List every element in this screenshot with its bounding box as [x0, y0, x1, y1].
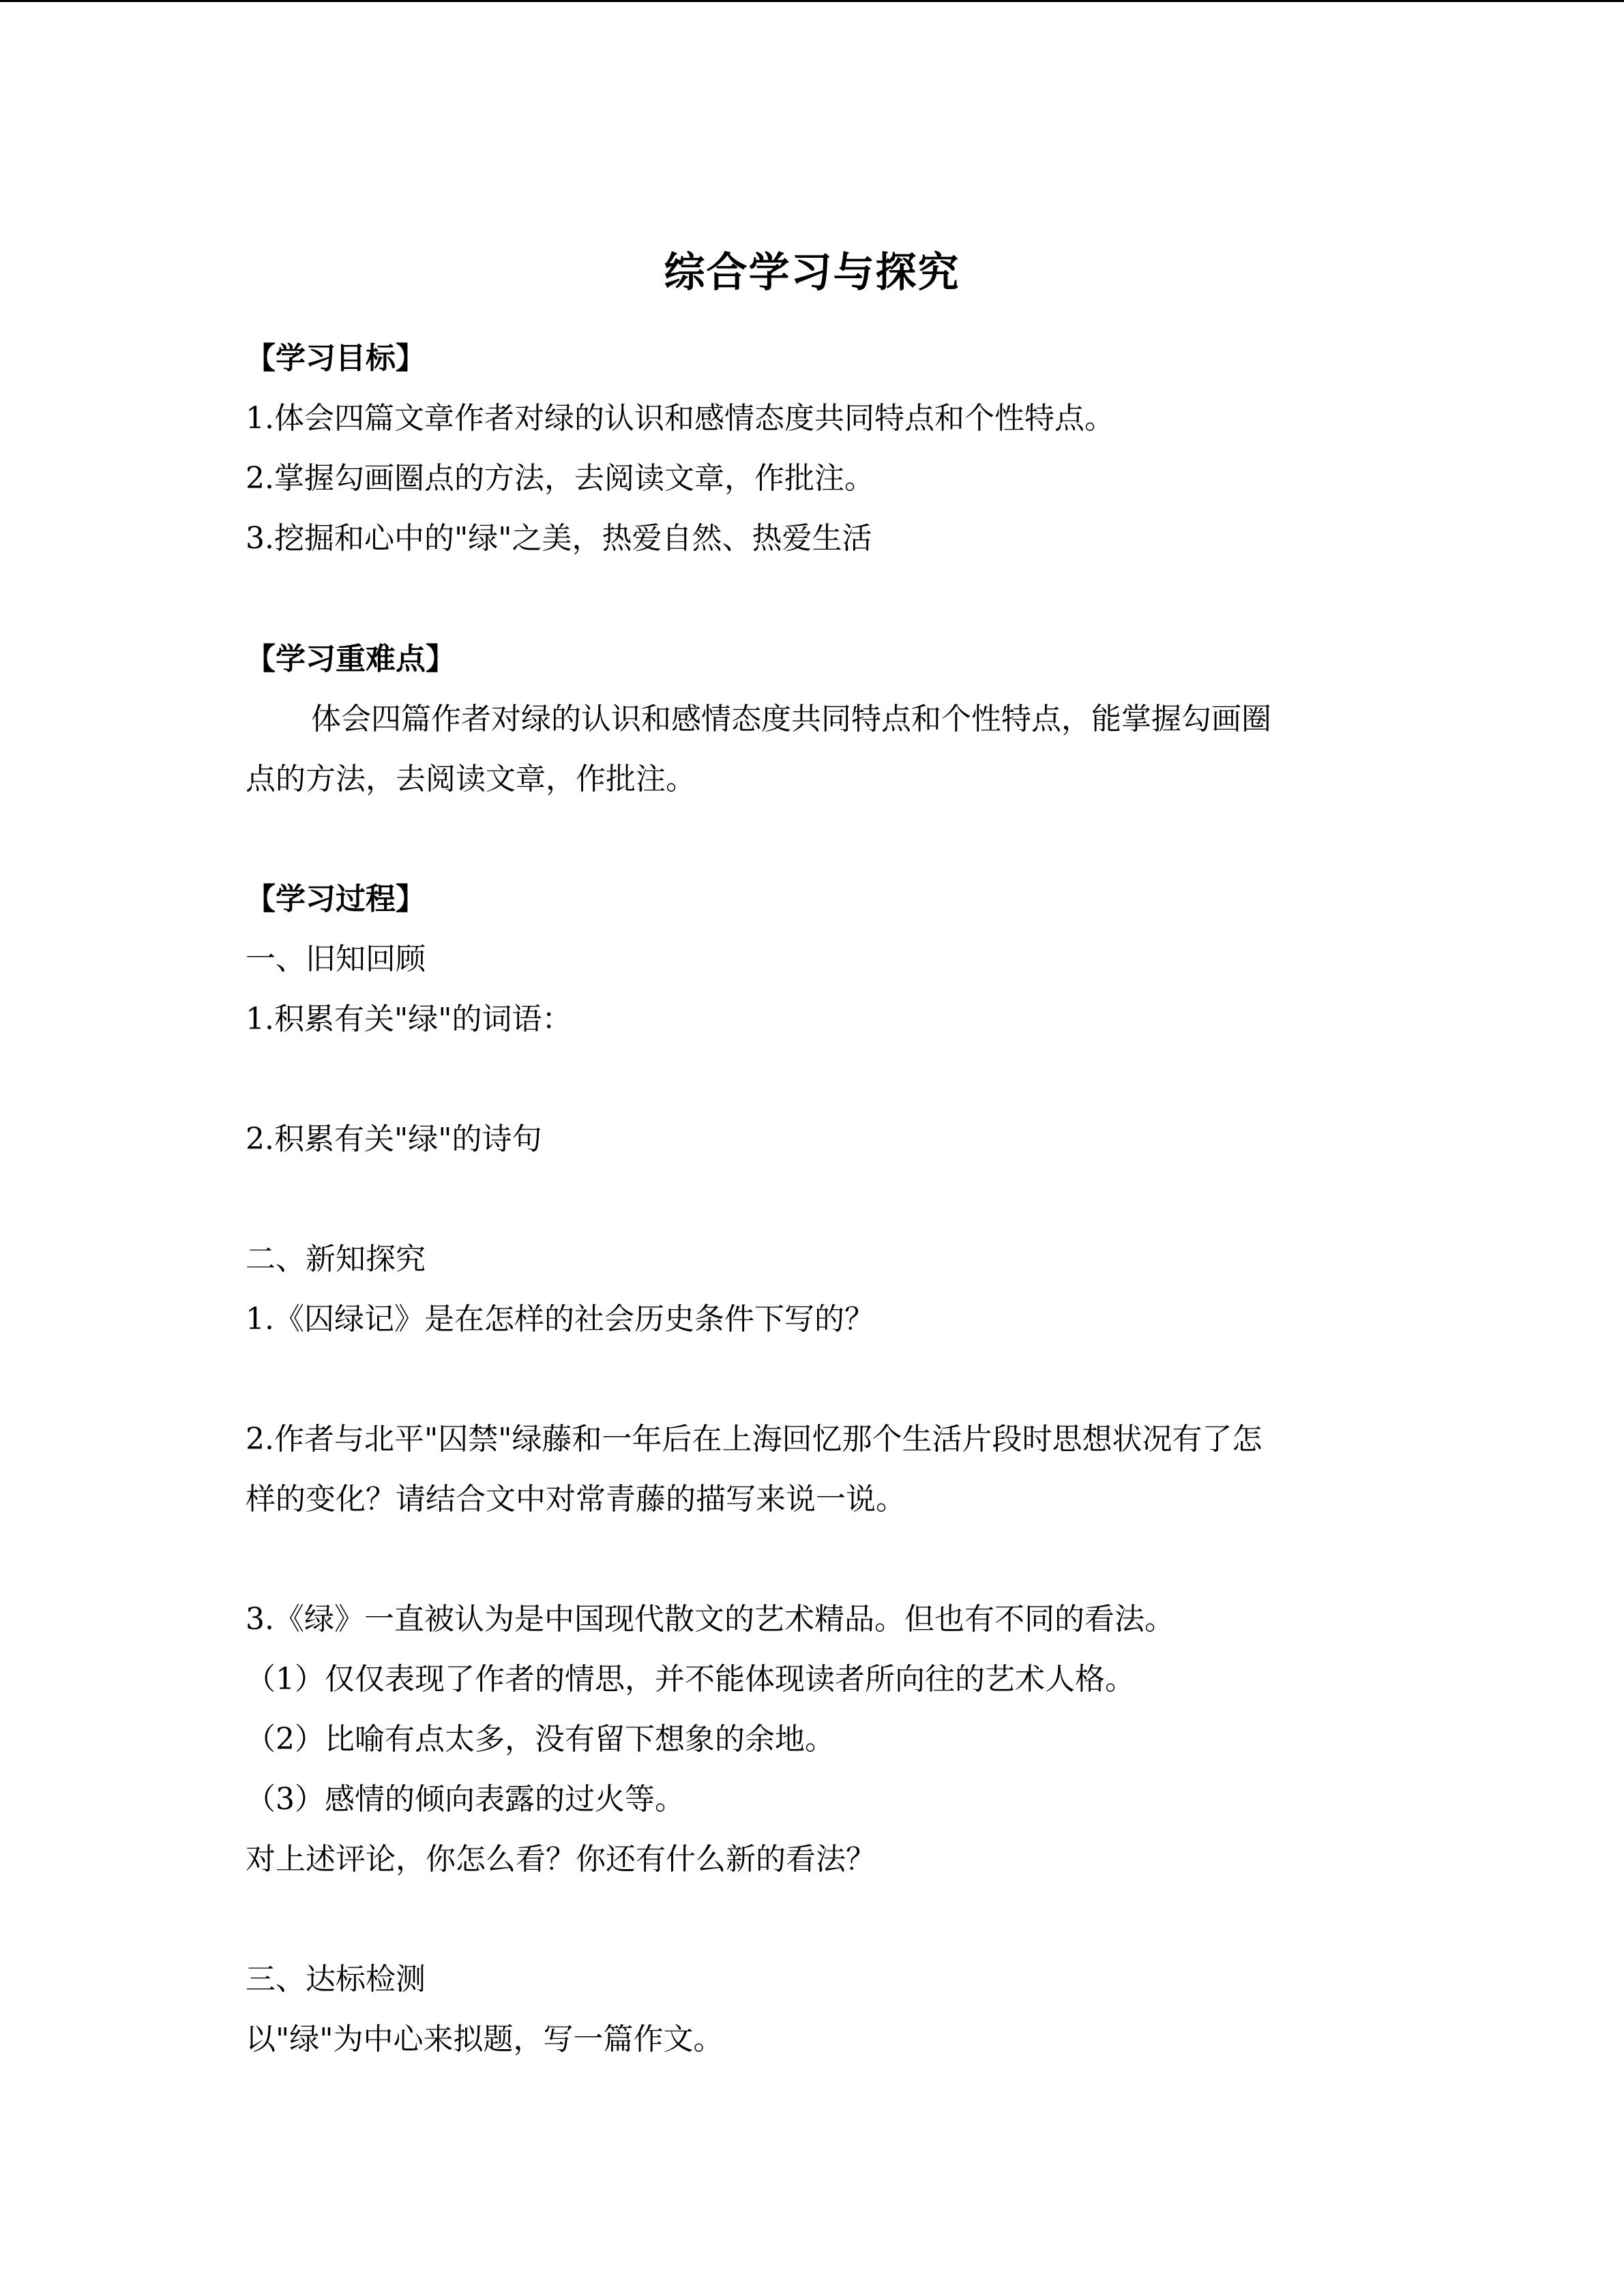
section-2-question-2-line-1: 2.作者与北平"囚禁"绿藤和一年后在上海回忆那个生活片段时思想状况有了怎 — [246, 1422, 1263, 1457]
section-2-question-3: 3.《绿》一直被认为是中国现代散文的艺术精品。但也有不同的看法。 — [246, 1602, 1175, 1637]
section-2-question-3-sub-2: （2）比喻有点太多，没有留下想象的余地。 — [246, 1722, 835, 1757]
objective-item-2: 2.掌握勾画圈点的方法，去阅读文章，作批注。 — [246, 461, 874, 496]
section-3-title: 三、达标检测 — [246, 1962, 426, 1997]
key-points-text-line-1: 体会四篇作者对绿的认识和感情态度共同特点和个性特点，能掌握勾画圈 — [311, 702, 1271, 736]
section-1-item-1: 1.积累有关"绿"的词语： — [246, 1002, 572, 1037]
key-points-heading: 【学习重难点】 — [246, 642, 456, 676]
section-1-item-2: 2.积累有关"绿"的诗句 — [246, 1122, 542, 1157]
document-title: 综合学习与探究 — [664, 249, 960, 297]
section-2-question-3-sub-3: （3）感情的倾向表露的过火等。 — [246, 1782, 685, 1817]
process-heading: 【学习过程】 — [246, 882, 426, 916]
key-points-text-line-2: 点的方法，去阅读文章，作批注。 — [246, 762, 696, 796]
section-2-question-1: 1.《囚绿记》是在怎样的社会历史条件下写的？ — [246, 1302, 874, 1337]
section-1-title: 一、旧知回顾 — [246, 942, 426, 976]
section-2-question-3-sub-1: （1）仅仅表现了作者的情思，并不能体现读者所向往的艺术人格。 — [246, 1662, 1135, 1697]
section-2-question-3-ask: 对上述评论，你怎么看？你还有什么新的看法？ — [246, 1842, 876, 1877]
section-2-question-2-line-2: 样的变化？请结合文中对常青藤的描写来说一说。 — [246, 1482, 906, 1517]
section-2-title: 二、新知探究 — [246, 1242, 426, 1277]
objective-item-1: 1.体会四篇文章作者对绿的认识和感情态度共同特点和个性特点。 — [246, 401, 1114, 436]
objectives-heading: 【学习目标】 — [246, 341, 426, 376]
objective-item-3: 3.挖掘和心中的"绿"之美，热爱自然、热爱生活 — [246, 521, 872, 556]
section-3-task: 以"绿"为中心来拟题，写一篇作文。 — [246, 2022, 724, 2057]
page-top-border — [0, 0, 1624, 2]
